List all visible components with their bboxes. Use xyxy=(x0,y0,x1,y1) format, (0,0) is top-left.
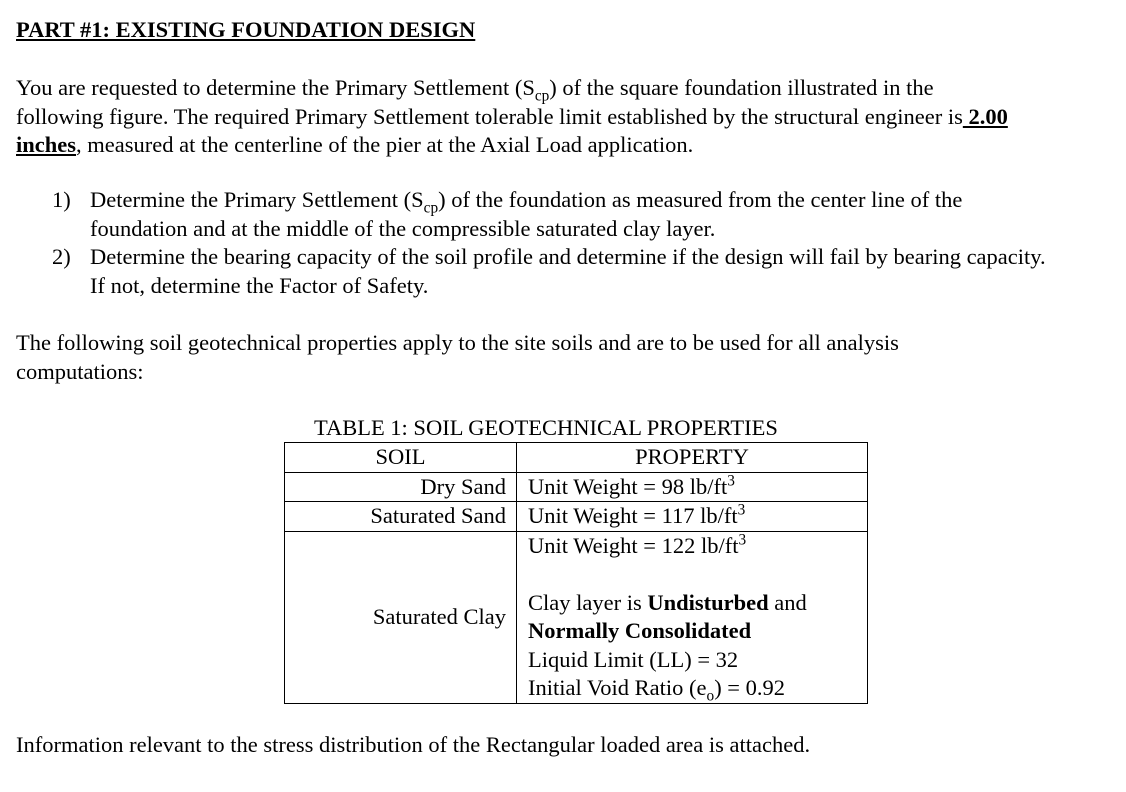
table-caption: TABLE 1: SOIL GEOTECHNICAL PROPERTIES xyxy=(314,415,778,440)
closing-note: Information relevant to the stress distribution of the Rectangular loaded area is attached. xyxy=(16,732,811,757)
settlement-limit-unit: inches xyxy=(16,132,77,157)
table-row xyxy=(285,531,868,703)
header-soil: SOIL xyxy=(285,443,517,473)
task-number: 2) xyxy=(52,244,71,269)
task-item xyxy=(52,243,1062,300)
soil-property: Unit Weight = 98 $lb/ft^3$ xyxy=(517,472,868,502)
soil-property: Unit Weight = 122 $lb/ft^3$ Clay layer is Undisturbed and Normally Consolidated Liquid Limit (LL) = 32 Initial Void Ratio $(e_o) = 0.92$ xyxy=(517,531,868,703)
intro-paragraph xyxy=(16,74,1114,160)
intro-line-1: You are requested to determine the Primary Settlement $(S_{cp})$ of the square foundation illustrated in the xyxy=(16,75,934,105)
soil-property: Unit Weight = 117 $lb/ft^3$ xyxy=(517,502,868,532)
table-row xyxy=(285,472,868,502)
soil-name: Dry Sand xyxy=(285,472,517,502)
task-text: Determine the bearing capacity of the soil profile and determine if the design will fail by bearing capacity. If not, determine the Factor of Safety. xyxy=(90,244,1046,298)
settlement-limit-value: 2.00 xyxy=(962,103,1008,129)
soil-name: Saturated Clay xyxy=(285,531,517,703)
header-property: PROPERTY xyxy=(517,443,868,473)
task-item: 1) Determine the Primary Settlement $(S_{cp})$ of the foundation as measured from the center line of the foundation and at the middle of the compressible saturated clay layer. xyxy=(52,187,963,241)
intro-line-2: following figure. The required Primary Settlement tolerable limit established by the structural engineer is 2.00 xyxy=(16,103,1008,129)
task-list xyxy=(52,186,1062,300)
intro-line-3: inches, measured at the centerline of the pier at the Axial Load application. xyxy=(16,132,694,157)
table-row xyxy=(285,502,868,532)
properties-intro: The following soil geotechnical properties apply to the site soils and are to be used for all analysis computations: xyxy=(16,330,899,384)
task-number: 1) xyxy=(52,187,71,212)
soil-properties-table xyxy=(284,442,868,704)
table-header-row xyxy=(285,443,868,473)
soil-name: Saturated Sand xyxy=(285,502,517,532)
section-heading: PART #1: EXISTING FOUNDATION DESIGN xyxy=(16,17,476,42)
